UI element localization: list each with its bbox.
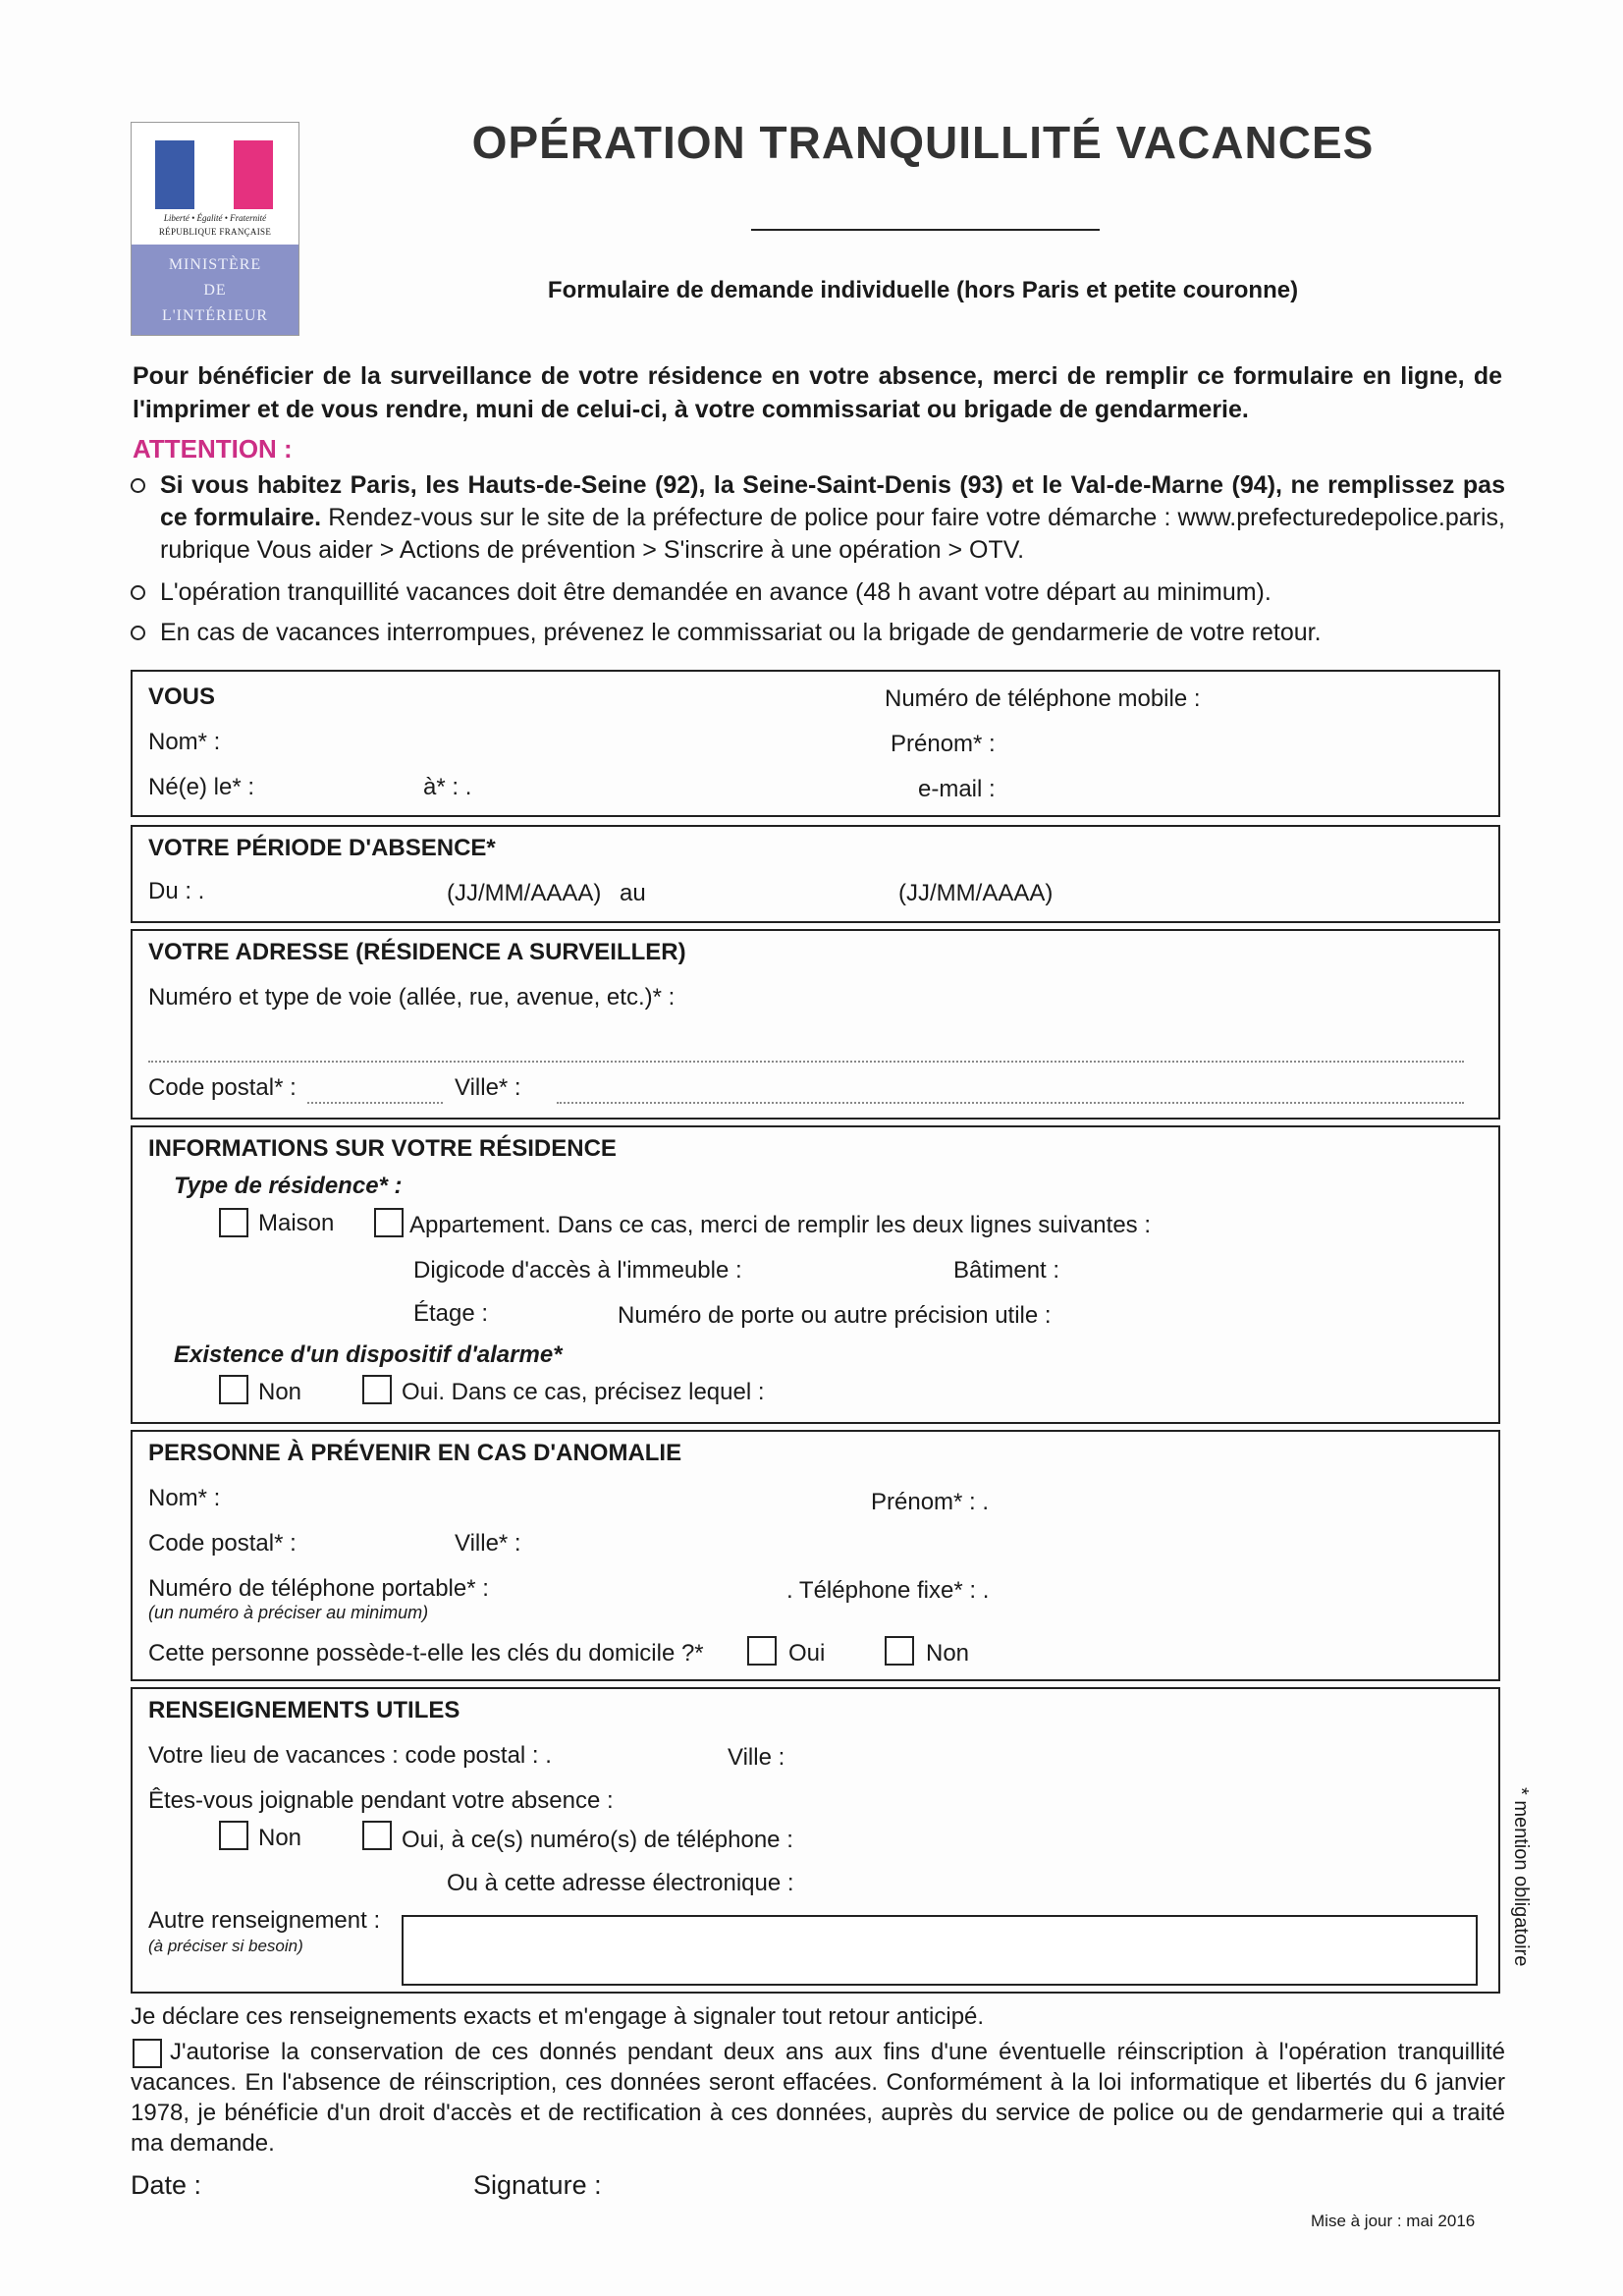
- alarm-no-label: Non: [258, 1379, 302, 1405]
- street-label[interactable]: Numéro et type de voie (allée, rue, avenue, etc.)* :: [148, 984, 676, 1011]
- city-label[interactable]: Ville* :: [455, 1074, 521, 1101]
- contact-nom-label[interactable]: Nom* :: [148, 1485, 221, 1511]
- vacation-city-label[interactable]: Ville :: [728, 1744, 785, 1771]
- other-info-label: Autre renseignement :: [148, 1907, 381, 1934]
- reachable-no-label: Non: [258, 1825, 302, 1851]
- street-line[interactable]: [148, 1061, 1464, 1063]
- title-underline: [751, 229, 1100, 231]
- contact-landline-label[interactable]: . Téléphone fixe* : .: [786, 1577, 990, 1604]
- keys-no-checkbox[interactable]: [885, 1636, 914, 1666]
- keys-yes-label: Oui: [788, 1640, 826, 1667]
- mandatory-note: * mention obligatoire: [1510, 1787, 1532, 1967]
- contact-mobile-label[interactable]: Numéro de téléphone portable* :: [148, 1575, 489, 1602]
- contact-prenom-label[interactable]: Prénom* : .: [871, 1489, 990, 1515]
- alarm-yes-checkbox[interactable]: [362, 1375, 392, 1404]
- bullet-icon: [131, 626, 145, 640]
- section-title: VOTRE ADRESSE (RÉSIDENCE A SURVEILLER): [148, 939, 686, 965]
- alarm-yes-label: Oui. Dans ce cas, précisez lequel :: [402, 1379, 765, 1405]
- postal-code-line[interactable]: [307, 1102, 443, 1104]
- bullet-icon: [131, 478, 145, 493]
- date-format-hint: (JJ/MM/AAAA): [898, 880, 1054, 906]
- city-line[interactable]: [557, 1102, 1464, 1104]
- maison-label: Maison: [258, 1210, 335, 1236]
- section-title: RENSEIGNEMENTS UTILES: [148, 1697, 460, 1723]
- etage-label[interactable]: Étage :: [413, 1300, 489, 1327]
- reachable-email-label[interactable]: Ou à cette adresse électronique :: [447, 1870, 794, 1896]
- appartement-checkbox[interactable]: [374, 1208, 404, 1237]
- keys-yes-checkbox[interactable]: [747, 1636, 777, 1666]
- logo-ministry: MINISTÈRE DE L'INTÉRIEUR: [132, 245, 298, 335]
- logo-republic: RÉPUBLIQUE FRANÇAISE: [158, 227, 272, 237]
- birth-place-label[interactable]: à* : .: [423, 774, 472, 800]
- reachable-phone-label[interactable]: Oui, à ce(s) numéro(s) de téléphone :: [402, 1827, 793, 1853]
- residence-type-label: Type de résidence* :: [174, 1173, 403, 1199]
- tricolor-flag-icon: [155, 140, 273, 209]
- reachable-no-checkbox[interactable]: [219, 1821, 248, 1850]
- batiment-label[interactable]: Bâtiment :: [953, 1257, 1060, 1284]
- section-vous: [131, 670, 1500, 817]
- section-residence: [131, 1125, 1500, 1424]
- contact-postal-label[interactable]: Code postal* :: [148, 1530, 297, 1557]
- appartement-label: Appartement. Dans ce cas, merci de remplir les deux lignes suivantes :: [409, 1212, 1152, 1238]
- attention-bullet-2: L'opération tranquillité vacances doit être demandée en avance (48 h avant votre départ au minimum).: [131, 576, 1505, 609]
- attention-label: ATTENTION :: [133, 434, 293, 464]
- logo-motto: Liberté • Égalité • Fraternité: [163, 213, 267, 223]
- section-adresse: [131, 929, 1500, 1120]
- section-title: PERSONNE À PRÉVENIR EN CAS D'ANOMALIE: [148, 1440, 682, 1466]
- page-title: OPÉRATION TRANQUILLITÉ VACANCES: [471, 117, 1375, 168]
- birth-date-label[interactable]: Né(e) le* :: [148, 774, 255, 800]
- keys-question: Cette personne possède-t-elle les clés du domicile ?*: [148, 1640, 704, 1667]
- digicode-label[interactable]: Digicode d'accès à l'immeuble :: [413, 1257, 742, 1284]
- section-title: INFORMATIONS SUR VOTRE RÉSIDENCE: [148, 1135, 617, 1162]
- signature-label[interactable]: Signature :: [473, 2170, 602, 2200]
- date-to-label[interactable]: au: [620, 880, 646, 906]
- section-renseignements: [131, 1687, 1500, 1994]
- ministry-logo: [131, 122, 299, 336]
- mobile-phone-label: Numéro de téléphone mobile :: [885, 685, 1201, 712]
- section-title: VOUS: [148, 683, 216, 710]
- contact-city-label[interactable]: Ville* :: [455, 1530, 521, 1557]
- date-format-hint: (JJ/MM/AAAA): [447, 880, 602, 906]
- section-personne: [131, 1430, 1500, 1681]
- email-label[interactable]: e-mail :: [918, 776, 996, 802]
- bullet-icon: [131, 585, 145, 600]
- reachable-yes-checkbox[interactable]: [362, 1821, 392, 1850]
- date-label[interactable]: Date :: [131, 2170, 202, 2200]
- other-info-textarea[interactable]: [402, 1915, 1478, 1986]
- consent-text: J'autorise la conservation de ces donnés pendant deux ans aux fins d'une éventuelle réinscription à l'opération tranquillité vacances. En l'absence de réinscription, ces données seront effacées. Conformément à la loi informatique et libertés du 6 janvier 1978, je bénéficie d'un droit d'accès et de rectification à ces données, auprès du service de police ou de gendarmerie qui a traité ma demande.: [131, 2039, 1505, 2157]
- alarm-label: Existence d'un dispositif d'alarme*: [174, 1341, 563, 1368]
- postal-code-label[interactable]: Code postal* :: [148, 1074, 297, 1101]
- declaration-text: Je déclare ces renseignements exacts et m'engage à signaler tout retour anticipé.: [131, 2003, 985, 2030]
- prenom-label[interactable]: Prénom* :: [891, 731, 996, 757]
- vacation-postal-label[interactable]: Votre lieu de vacances : code postal : .: [148, 1742, 552, 1769]
- date-from-label[interactable]: Du : .: [148, 878, 205, 904]
- page-subtitle: Formulaire de demande individuelle (hors Paris et petite couronne): [547, 277, 1299, 303]
- attention-bullet-3: En cas de vacances interrompues, prévenez le commissariat ou la brigade de gendarmerie de votre retour.: [131, 617, 1505, 649]
- alarm-no-checkbox[interactable]: [219, 1375, 248, 1404]
- keys-no-label: Non: [926, 1640, 970, 1667]
- nom-label[interactable]: Nom* :: [148, 729, 221, 755]
- reachable-question: Êtes-vous joignable pendant votre absence :: [148, 1787, 614, 1814]
- contact-phone-note: (un numéro à préciser au minimum): [148, 1603, 429, 1622]
- intro-text: Pour bénéficier de la surveillance de votre résidence en votre absence, merci de remplir ce formulaire en ligne, de l'imprimer et de vous rendre, muni de celui-ci, à votre commissariat ou brigade de gendarmerie.: [133, 362, 1502, 423]
- other-info-note: (à préciser si besoin): [148, 1937, 303, 1955]
- attention-bullet-1: Si vous habitez Paris, les Hauts-de-Seine (92), la Seine-Saint-Denis (93) et le Val-de-Marne (94), ne remplissez pas ce formulaire. Rendez-vous sur le site de la préfecture de police pour faire votre démarche : www.prefecturedepolice.paris, rubrique Vous aider > Actions de prévention > S'inscrire à une opération > OTV.: [131, 469, 1505, 567]
- section-periode: [131, 825, 1500, 923]
- section-title: VOTRE PÉRIODE D'ABSENCE*: [148, 835, 496, 861]
- maison-checkbox[interactable]: [219, 1208, 248, 1237]
- porte-label[interactable]: Numéro de porte ou autre précision utile :: [618, 1302, 1052, 1329]
- update-date: Mise à jour : mai 2016: [1311, 2212, 1476, 2230]
